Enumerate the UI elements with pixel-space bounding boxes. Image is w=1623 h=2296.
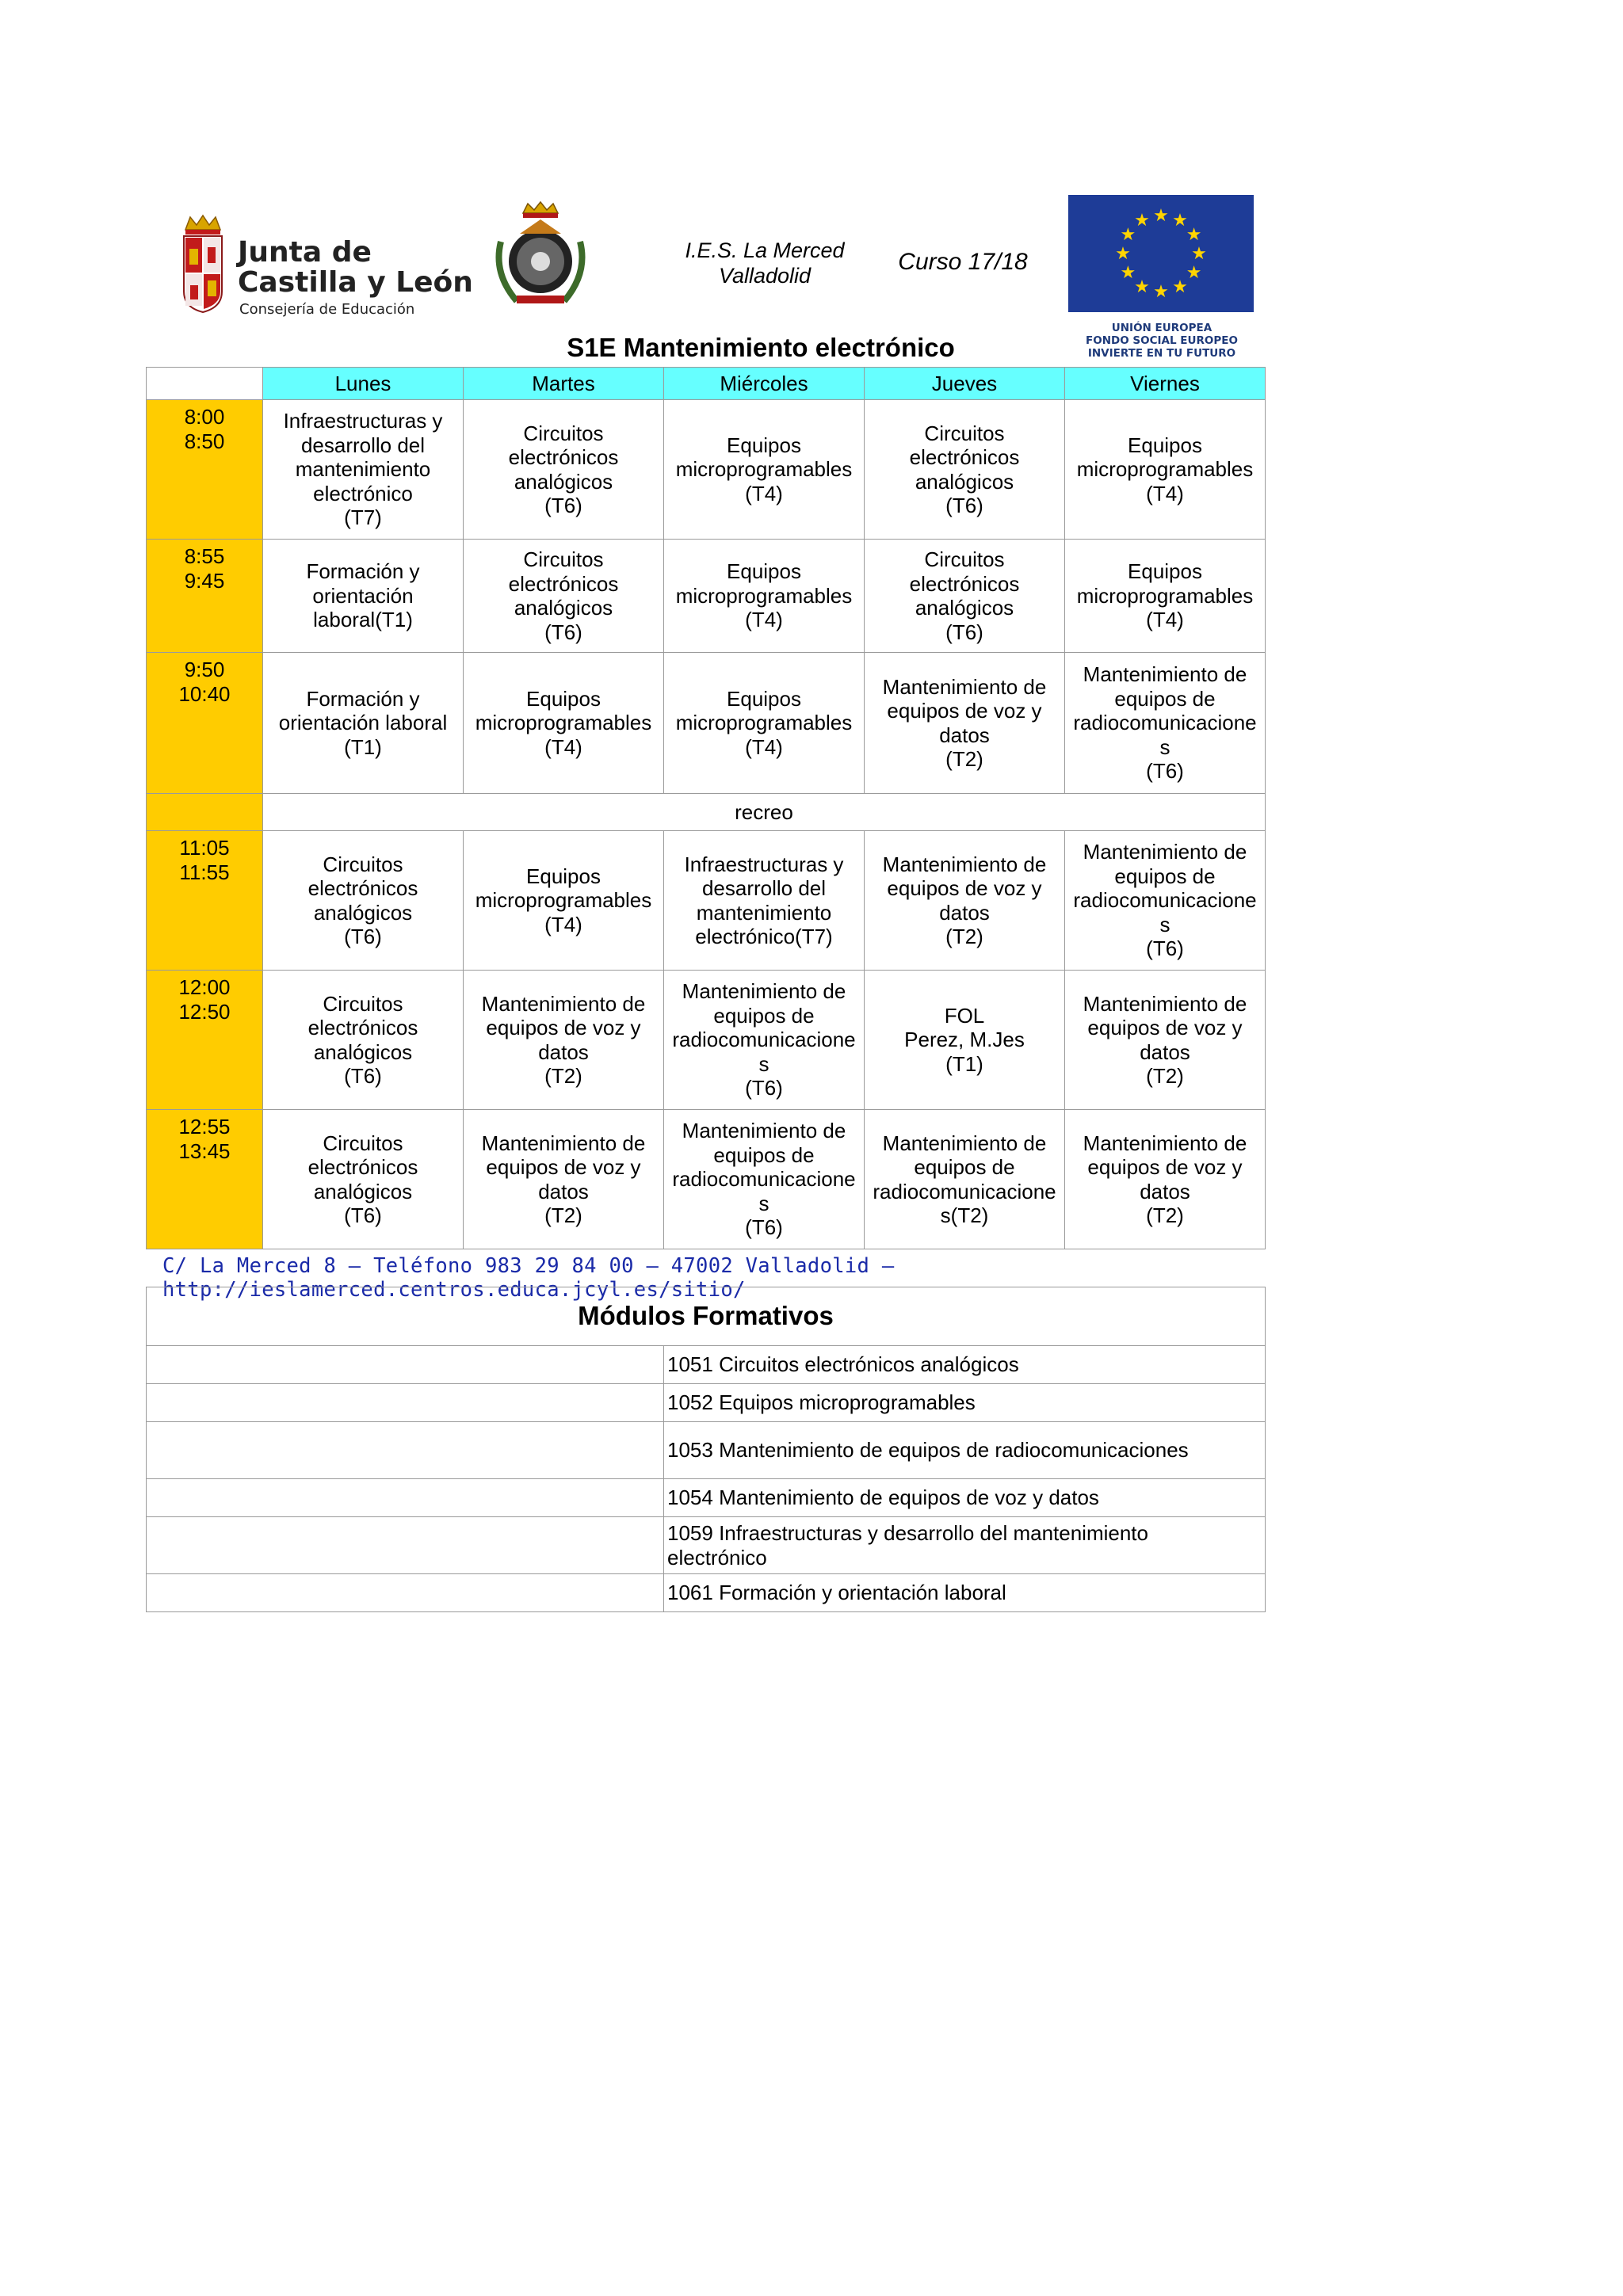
day-header: Miércoles xyxy=(664,368,865,400)
class-cell-line: Mantenimiento de xyxy=(1083,840,1247,864)
eu-fund-logo xyxy=(1068,195,1255,360)
class-cell-line: Mantenimiento de xyxy=(1083,662,1247,687)
class-cell-line: equipos de xyxy=(1114,686,1216,711)
class-cell-line: electrónicos xyxy=(307,1016,418,1039)
module-name-line: electrónico xyxy=(667,1545,767,1569)
class-cell-line: (T7) xyxy=(344,505,382,530)
class-cell-line: Equipos xyxy=(1128,559,1202,584)
class-cell xyxy=(865,971,1065,1110)
day-header: Lunes xyxy=(263,368,464,400)
day-header: Viernes xyxy=(1065,368,1266,400)
class-cell xyxy=(464,653,664,794)
class-cell-line: equipos de voz y xyxy=(486,1155,641,1179)
module-row xyxy=(147,1422,1266,1479)
class-cell-line: analógicos xyxy=(313,1039,413,1064)
class-cell-line: microprogramables xyxy=(675,711,853,735)
recess-time xyxy=(147,794,263,831)
class-cell-line: Mantenimiento de xyxy=(682,979,846,1004)
class-cell-line: Equipos xyxy=(727,559,801,584)
class-cell-line: (T4) xyxy=(544,912,582,936)
class-cell xyxy=(865,400,1065,540)
class-cell-line: Mantenimiento de xyxy=(882,674,1047,699)
time-end: 12:50 xyxy=(178,1000,231,1024)
class-cell xyxy=(664,831,865,971)
module-row xyxy=(147,1346,1266,1384)
class-cell-line: datos xyxy=(538,1039,589,1064)
class-cell xyxy=(464,400,664,540)
class-cell-line: (T1) xyxy=(344,734,382,759)
class-cell xyxy=(263,540,464,653)
class-cell-line: (T2) xyxy=(945,747,983,771)
class-cell-line: (T2) xyxy=(544,1203,582,1227)
class-cell-line: equipos de voz y xyxy=(486,1016,641,1039)
module-blank-cell xyxy=(147,1346,664,1384)
class-cell-line: equipos de xyxy=(1114,864,1216,888)
class-cell xyxy=(464,971,664,1110)
class-cell-line: electrónicos xyxy=(909,571,1020,596)
time-end: 13:45 xyxy=(178,1139,231,1163)
class-cell-line: equipos de voz y xyxy=(1087,1155,1243,1179)
class-cell-line: (T6) xyxy=(344,1203,382,1227)
class-cell-line: s xyxy=(1159,912,1170,936)
module-blank-cell xyxy=(147,1384,664,1422)
class-cell-line: (T6) xyxy=(1146,936,1184,961)
time-start: 12:00 xyxy=(178,975,231,999)
class-cell-line: (T4) xyxy=(544,734,582,759)
school-city-line: Valladolid xyxy=(718,264,812,288)
module-blank-cell xyxy=(147,1479,664,1517)
class-cell-line: Mantenimiento de xyxy=(481,991,646,1016)
class-cell-line: desarrollo del xyxy=(300,433,426,457)
class-cell-line: microprogramables xyxy=(1076,583,1254,608)
time-end: 10:40 xyxy=(178,682,231,706)
course-label: Curso 17/18 xyxy=(898,249,1028,275)
class-cell-line: (T6) xyxy=(745,1215,783,1240)
class-cell xyxy=(1065,540,1266,653)
class-cell-line: analógicos xyxy=(313,1179,413,1203)
eu-star-icon: ★ xyxy=(1186,224,1202,244)
class-cell-line: Mantenimiento de xyxy=(682,1119,846,1143)
class-cell-line: microprogramables xyxy=(475,888,652,913)
class-cell-line: equipos de voz y xyxy=(887,699,1042,723)
class-cell-line: Circuitos xyxy=(924,421,1005,445)
class-cell-line: equipos de voz y xyxy=(887,876,1042,900)
class-cell-line: Circuitos xyxy=(924,547,1005,571)
class-cell-line: (T4) xyxy=(745,608,783,632)
class-cell-line: s(T2) xyxy=(940,1203,989,1227)
module-row xyxy=(147,1574,1266,1612)
class-cell-line: analógicos xyxy=(915,469,1014,494)
time-start: 11:05 xyxy=(179,836,230,860)
class-cell-line: Circuitos xyxy=(523,547,604,571)
time-end: 11:55 xyxy=(179,860,230,884)
class-cell-line: Mantenimiento de xyxy=(882,1131,1047,1155)
module-name xyxy=(664,1346,1266,1384)
time-end: 8:50 xyxy=(184,429,225,453)
time-slot xyxy=(147,653,263,794)
class-cell-line: Equipos xyxy=(1128,433,1202,457)
class-cell-line: FOL xyxy=(944,1003,985,1028)
module-name-line: 1061 Formación y orientación laboral xyxy=(667,1581,1006,1605)
eu-line2: FONDO SOCIAL EUROPEO xyxy=(1086,334,1238,347)
class-cell xyxy=(1065,1110,1266,1249)
module-row xyxy=(147,1517,1266,1574)
recess-row xyxy=(147,794,1266,831)
module-name-line: 1053 Mantenimiento de equipos de radiocomunicaciones xyxy=(667,1438,1189,1463)
class-cell xyxy=(263,400,464,540)
class-cell-line: orientación laboral xyxy=(278,711,448,735)
class-cell xyxy=(664,971,865,1110)
class-cell-line: analógicos xyxy=(514,469,613,494)
class-cell-line: microprogramables xyxy=(675,583,853,608)
modules-title: Módulos Formativos xyxy=(147,1287,1266,1346)
class-cell xyxy=(1065,400,1266,540)
class-cell-line: s xyxy=(758,1191,769,1215)
time-slot xyxy=(147,831,263,971)
header-corner xyxy=(147,368,263,400)
eu-star-icon: ★ xyxy=(1134,276,1150,296)
eu-star-icon: ★ xyxy=(1134,210,1150,231)
class-cell-line: Circuitos xyxy=(523,421,604,445)
day-header: Martes xyxy=(464,368,664,400)
time-start: 8:55 xyxy=(184,544,225,568)
module-name-line: 1059 Infraestructuras y desarrollo del mantenimiento xyxy=(667,1521,1148,1545)
class-cell-line: datos xyxy=(1140,1179,1190,1203)
class-cell xyxy=(865,540,1065,653)
class-cell-line: Infraestructuras y xyxy=(684,852,844,876)
class-cell-line: (T1) xyxy=(945,1051,983,1076)
eu-star-icon: ★ xyxy=(1153,281,1169,301)
class-cell-line: electrónicos xyxy=(508,571,619,596)
class-cell-line: (T2) xyxy=(1146,1203,1184,1227)
class-cell-line: Circuitos xyxy=(323,1131,403,1155)
class-cell-line: (T6) xyxy=(945,620,983,644)
class-cell-line: s xyxy=(758,1051,769,1076)
class-cell-line: electrónicos xyxy=(307,876,418,900)
class-cell-line: Circuitos xyxy=(323,852,403,876)
timetable-row xyxy=(147,831,1266,971)
timetable-row xyxy=(147,540,1266,653)
eu-star-icon: ★ xyxy=(1153,205,1169,225)
time-slot xyxy=(147,971,263,1110)
eu-star-icon: ★ xyxy=(1186,262,1202,282)
class-cell-line: Equipos xyxy=(526,686,601,711)
time-start: 8:00 xyxy=(184,405,225,429)
module-name-line: 1052 Equipos microprogramables xyxy=(667,1390,976,1415)
class-cell-line: radiocomunicacione xyxy=(873,1179,1056,1203)
school-emblem xyxy=(485,202,596,317)
class-cell-line: (T2) xyxy=(945,925,983,948)
eu-star-icon: ★ xyxy=(1172,210,1188,231)
page-title: S1E Mantenimiento electrónico xyxy=(567,333,955,362)
class-cell-line: equipos de xyxy=(914,1155,1015,1179)
module-row xyxy=(147,1384,1266,1422)
class-cell-line: (T4) xyxy=(1146,481,1184,505)
junta-castilla-leon-logo xyxy=(181,214,473,333)
class-cell-line: (T6) xyxy=(544,620,582,644)
class-cell-line: Formación y xyxy=(306,686,420,711)
class-cell-line: microprogramables xyxy=(1076,457,1254,482)
class-cell-line: Mantenimiento de xyxy=(1083,1131,1247,1155)
class-cell-line: Mantenimiento de xyxy=(882,852,1047,876)
class-cell-line: (T4) xyxy=(745,734,783,759)
class-cell-line: Infraestructuras y xyxy=(283,409,443,433)
class-cell-line: microprogramables xyxy=(475,711,652,735)
module-blank-cell xyxy=(147,1517,664,1574)
class-cell xyxy=(664,540,865,653)
class-cell xyxy=(1065,971,1266,1110)
class-cell-line: mantenimiento xyxy=(295,457,431,482)
class-cell-line: mantenimiento xyxy=(696,900,832,925)
eu-line1: UNIÓN EUROPEA xyxy=(1111,322,1212,334)
module-row xyxy=(147,1479,1266,1517)
school-name xyxy=(634,238,896,288)
module-name xyxy=(664,1574,1266,1612)
class-cell-line: Equipos xyxy=(526,864,601,888)
eu-star-icon: ★ xyxy=(1191,243,1207,263)
modules-table xyxy=(146,1287,1266,1612)
class-cell-line: electrónico(T7) xyxy=(695,925,833,948)
class-cell-line: (T6) xyxy=(1146,759,1184,784)
class-cell xyxy=(664,400,865,540)
school-name-line: I.E.S. La Merced xyxy=(685,238,845,262)
class-cell-line: Equipos xyxy=(727,433,801,457)
eu-star-icon: ★ xyxy=(1120,262,1136,282)
class-cell-line: (T2) xyxy=(1146,1064,1184,1088)
class-cell-line: analógicos xyxy=(313,900,413,925)
class-cell xyxy=(464,540,664,653)
class-cell-line: (T6) xyxy=(344,1064,382,1088)
class-cell-line: (T4) xyxy=(745,481,783,505)
class-cell-line: (T6) xyxy=(344,925,382,948)
time-start: 9:50 xyxy=(184,658,225,681)
class-cell-line: Equipos xyxy=(727,686,801,711)
class-cell-line: analógicos xyxy=(915,596,1014,620)
time-end: 9:45 xyxy=(184,569,225,593)
module-name-line: 1051 Circuitos electrónicos analógicos xyxy=(667,1352,1019,1377)
time-slot xyxy=(147,540,263,653)
class-cell-line: Circuitos xyxy=(323,991,403,1016)
timetable-row xyxy=(147,400,1266,540)
class-cell xyxy=(263,971,464,1110)
eu-star-icon: ★ xyxy=(1172,276,1188,296)
class-cell-line: radiocomunicacione xyxy=(1073,888,1257,913)
module-name xyxy=(664,1479,1266,1517)
module-name-line: 1054 Mantenimiento de equipos de voz y datos xyxy=(667,1486,1099,1510)
class-cell-line: datos xyxy=(538,1179,589,1203)
timetable xyxy=(146,367,1266,1249)
class-cell-line: Mantenimiento de xyxy=(481,1131,646,1155)
timetable-row xyxy=(147,1110,1266,1249)
time-slot xyxy=(147,400,263,540)
class-cell-line: electrónicos xyxy=(909,445,1020,469)
class-cell xyxy=(263,653,464,794)
day-header: Jueves xyxy=(865,368,1065,400)
class-cell-line: equipos de voz y xyxy=(1087,1016,1243,1039)
timetable-row xyxy=(147,971,1266,1110)
class-cell-line: (T6) xyxy=(544,494,582,517)
class-cell-line: equipos de xyxy=(713,1142,815,1167)
eu-line3: INVIERTE EN TU FUTURO xyxy=(1087,347,1236,360)
class-cell-line: electrónico xyxy=(313,481,413,505)
module-name xyxy=(664,1517,1266,1574)
class-cell xyxy=(263,1110,464,1249)
class-cell-line: (T6) xyxy=(945,494,983,517)
class-cell-line: datos xyxy=(939,900,990,925)
module-name xyxy=(664,1384,1266,1422)
module-blank-cell xyxy=(147,1422,664,1479)
class-cell-line: (T6) xyxy=(745,1076,783,1100)
jcyl-line3: Consejería de Educación xyxy=(239,301,415,318)
class-cell-line: Mantenimiento de xyxy=(1083,991,1247,1016)
eu-star-icon: ★ xyxy=(1115,243,1131,263)
class-cell-line: microprogramables xyxy=(675,457,853,482)
module-name xyxy=(664,1422,1266,1479)
module-blank-cell xyxy=(147,1574,664,1612)
class-cell-line: radiocomunicacione xyxy=(672,1028,856,1052)
class-cell-line: electrónicos xyxy=(508,445,619,469)
class-cell-line: datos xyxy=(1140,1039,1190,1064)
class-cell-line: electrónicos xyxy=(307,1155,418,1179)
class-cell-line: orientación xyxy=(312,583,414,608)
class-cell xyxy=(263,831,464,971)
jcyl-line1: Junta de xyxy=(238,236,372,269)
class-cell-line: s xyxy=(1159,734,1170,759)
class-cell-line: radiocomunicacione xyxy=(672,1167,856,1192)
eu-flag-icon xyxy=(1068,195,1254,312)
time-start: 12:55 xyxy=(178,1115,231,1138)
footer-address: C/ La Merced 8 – Teléfono 983 29 84 00 – 47002 Valladolid – http://ieslamerced.centros.educa.jcyl.es/sitio/ xyxy=(162,1254,895,1302)
class-cell xyxy=(464,1110,664,1249)
class-cell xyxy=(664,653,865,794)
jcyl-line2: Castilla y León xyxy=(238,266,473,299)
class-cell-line: equipos de xyxy=(713,1003,815,1028)
class-cell xyxy=(1065,653,1266,794)
class-cell-line: Perez, M.Jes xyxy=(904,1028,1025,1052)
class-cell-line: analógicos xyxy=(514,596,613,620)
timetable-row xyxy=(147,653,1266,794)
class-cell-line: (T4) xyxy=(1146,608,1184,632)
class-cell xyxy=(464,831,664,971)
class-cell-line: desarrollo del xyxy=(701,876,827,900)
class-cell xyxy=(1065,831,1266,971)
class-cell xyxy=(865,831,1065,971)
class-cell-line: radiocomunicacione xyxy=(1073,711,1257,735)
class-cell xyxy=(664,1110,865,1249)
class-cell-line: datos xyxy=(939,723,990,747)
eu-star-icon: ★ xyxy=(1120,224,1136,244)
class-cell-line: Formación y xyxy=(306,559,420,584)
class-cell xyxy=(865,1110,1065,1249)
class-cell-line: laboral(T1) xyxy=(313,608,413,632)
class-cell xyxy=(865,653,1065,794)
time-slot xyxy=(147,1110,263,1249)
class-cell-line: (T2) xyxy=(544,1064,582,1088)
recess-label: recreo xyxy=(263,794,1266,831)
